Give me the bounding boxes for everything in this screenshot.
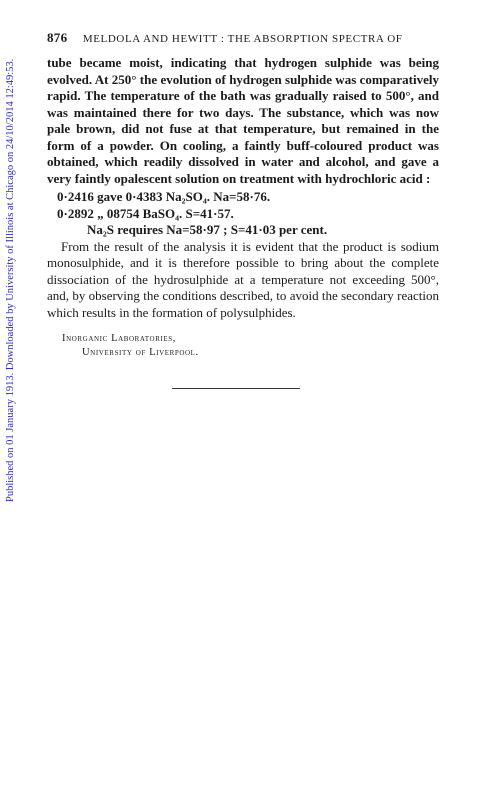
signature-block bbox=[62, 332, 199, 360]
page-number: 876 bbox=[47, 30, 68, 45]
analysis-results bbox=[57, 189, 439, 239]
page-header bbox=[47, 30, 439, 46]
article-body bbox=[47, 55, 439, 321]
analysis-line-sulphur: 0·2892 „ 08754 BaSO₄. S=41·57. bbox=[57, 205, 234, 221]
running-title: MELDOLA AND HEWITT : THE ABSORPTION SPECTRA OF bbox=[82, 33, 403, 45]
analysis-line-sodium: 0·2416 gave 0·4383 Na₂SO₄. Na=58·76. bbox=[57, 189, 271, 204]
signature-line-laboratories: Inorganic Laboratories, bbox=[62, 333, 177, 344]
analysis-line-requirement: Na₂S requires Na=58·97 ; S=41·03 per cent. bbox=[87, 222, 328, 237]
paragraph-conclusion: From the result of the analysis it is evident that the product is sodium monosulphide, and it is therefore possible to bring about the complete dissociation of the hydrosulphide at a temperature not exceeding 500°, and, by observing the conditions described, to avoid the secondary reaction which results in the formation of polysulphides. bbox=[47, 238, 439, 320]
signature-line-university: University of Liverpool. bbox=[82, 347, 199, 358]
paragraph-experiment: tube became moist, indicating that hydrogen sulphide was being evolved. At 250° the evolution of hydrogen sulphide was comparatively rapid. The temperature of the bath was gradually raised to 500°, and was maintained there for two days. The substance, which was now pale brown, did not fuse at that temperature, but remained in the form of a powder. On cooling, a faintly buff-coloured product was obtained, which readily dissolved in water and alcohol, and gave a very faintly opalescent solution on treatment with hydrochloric acid : bbox=[47, 55, 439, 186]
publication-side-note: Published on 01 January 1913. Downloaded by University of Illinois at Chicago on 24/10/2014 12:49:53. bbox=[5, 58, 16, 502]
section-divider bbox=[172, 388, 300, 389]
